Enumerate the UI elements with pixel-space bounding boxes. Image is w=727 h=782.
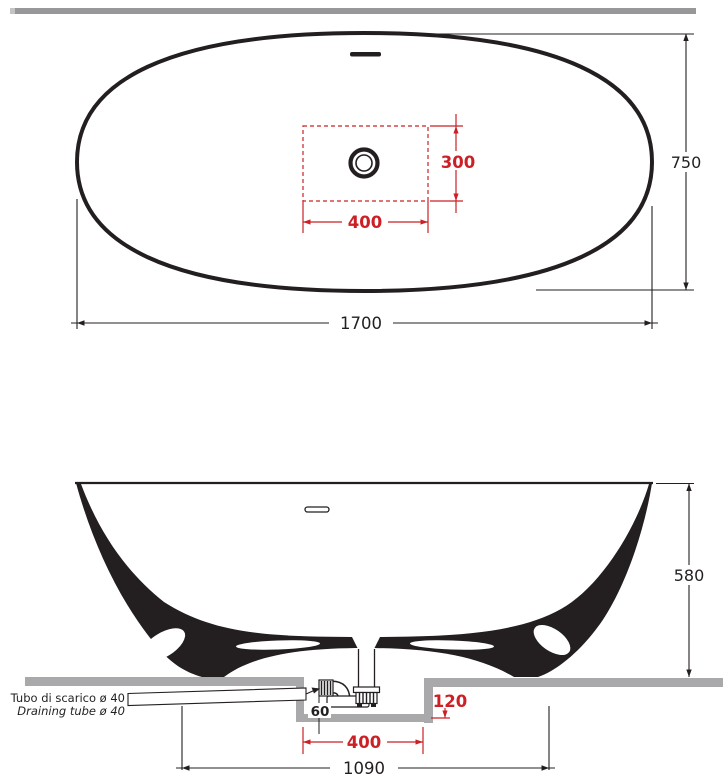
arrow-left xyxy=(77,320,85,325)
dim-60-value: 60 xyxy=(310,704,330,720)
arrow-up xyxy=(683,34,688,42)
bathtub-profile xyxy=(75,483,653,677)
drain-label xyxy=(10,688,320,719)
dimension-recess-120 xyxy=(431,692,467,718)
side-view xyxy=(10,483,723,778)
overflow-slot-side xyxy=(305,507,329,512)
arrow-left xyxy=(182,765,190,770)
dim-580-value: 580 xyxy=(673,566,705,585)
drain-icon xyxy=(351,150,378,177)
top-view xyxy=(71,33,703,333)
arrow-left xyxy=(303,739,311,744)
floor-right-slab xyxy=(432,678,723,687)
arrow-right xyxy=(542,765,550,770)
overflow-slot-top xyxy=(350,52,381,57)
threaded-adapter xyxy=(319,680,333,696)
dim-300-value: 300 xyxy=(440,153,476,172)
dim-400-top-value: 400 xyxy=(347,213,383,232)
dimension-recess-400 xyxy=(303,727,423,754)
drain-label-italian: Tubo di scarico ø 40 xyxy=(10,691,125,705)
dim-1090-value: 1090 xyxy=(343,759,385,778)
drain-label-english: Draining tube ø 40 xyxy=(17,704,125,718)
header-bar-notch xyxy=(10,8,15,14)
dim-400-bottom-value: 400 xyxy=(346,733,382,752)
dim-120-value: 120 xyxy=(432,692,468,711)
arrow-right xyxy=(416,739,424,744)
floor-left-slab xyxy=(25,677,296,686)
arrow-down xyxy=(686,670,691,678)
pipe-flange xyxy=(354,687,380,693)
dimension-height-580 xyxy=(656,484,706,678)
arrow-down xyxy=(683,283,688,291)
dim-750-value: 750 xyxy=(670,153,702,172)
arrow-right xyxy=(645,320,653,325)
leader-box xyxy=(128,688,306,706)
arrow-down xyxy=(442,711,447,719)
leader-arrow-line xyxy=(306,691,314,695)
header-bar xyxy=(10,8,696,14)
drain-inner-ring xyxy=(356,155,372,171)
dim-1700-value: 1700 xyxy=(340,314,382,333)
arrow-up xyxy=(686,484,691,492)
header-bar-rule xyxy=(10,8,696,14)
